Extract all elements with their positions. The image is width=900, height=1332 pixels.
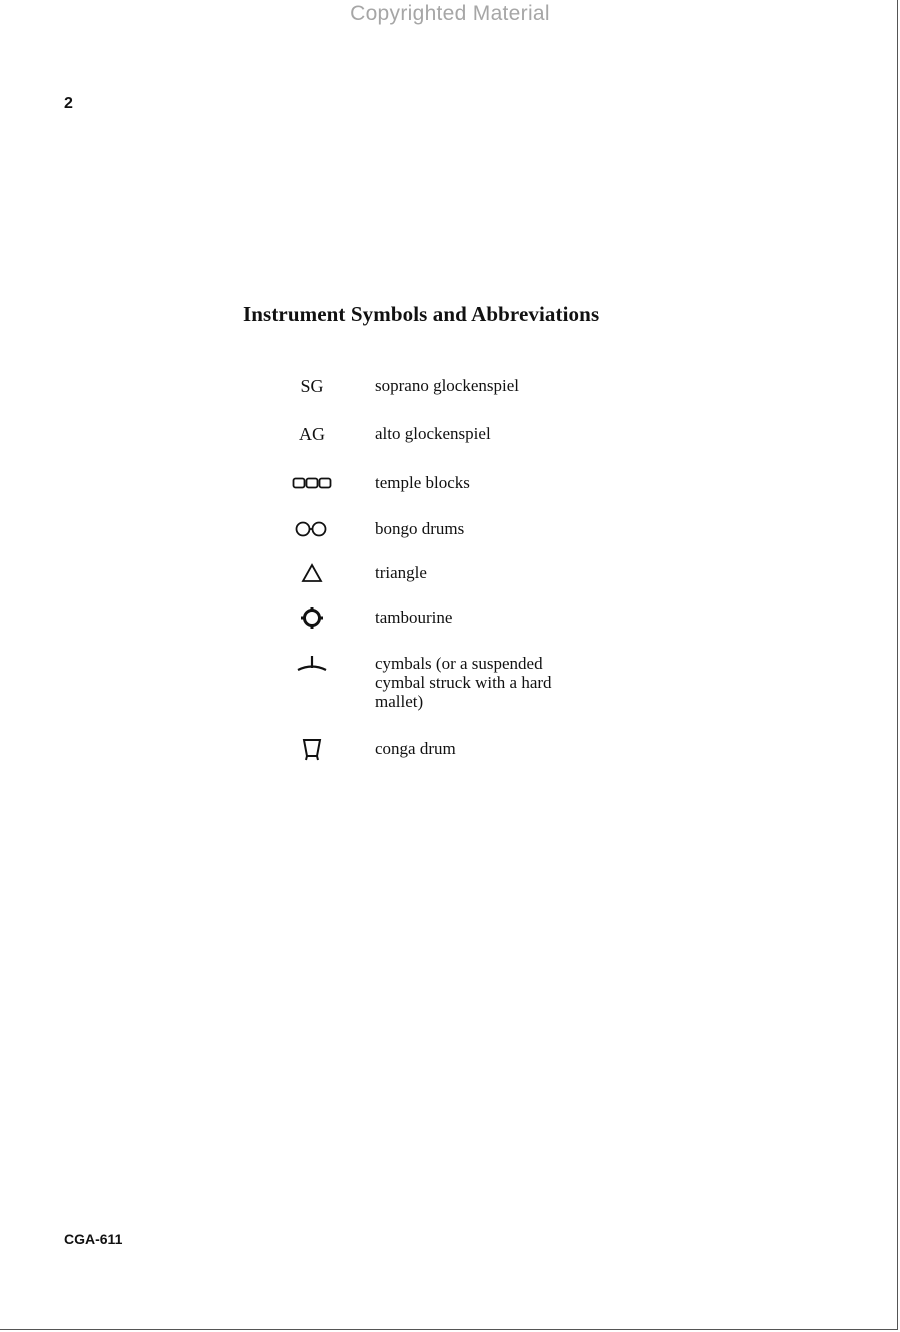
page-number: 2 [64,95,73,112]
symbol-row-cymbals [286,652,626,711]
symbol-row-alto-glockenspiel [286,422,626,446]
bongo-drums-icon [286,517,338,541]
cymbals-icon [286,652,338,676]
symbol-row-conga-drum [286,737,626,761]
page-title: Instrument Symbols and Abbreviations [243,302,600,326]
symbol-label: temple blocks [375,473,470,492]
watermark: Copyrighted Material [350,2,550,25]
symbol-row-bongo-drums [286,517,626,541]
symbol-label: conga drum [375,739,456,758]
symbol-abbreviation: SG [300,375,324,396]
catalog-code: CGA-611 [64,1231,123,1247]
symbol-label: cymbals (or a suspended cymbal struck with a hard mallet) [375,654,552,711]
symbol-row-triangle [286,561,626,585]
symbol-label: alto glockenspiel [375,424,491,443]
conga-drum-icon [286,737,338,761]
symbol-label: soprano glockenspiel [375,376,519,395]
symbol-row-tambourine [286,606,626,630]
tambourine-icon [286,606,338,630]
symbol-row-soprano-glockenspiel [286,374,626,398]
temple-blocks-icon [286,471,338,495]
symbol-label: tambourine [375,608,453,627]
symbol-label: bongo drums [375,519,465,538]
symbol-row-temple-blocks [286,471,626,495]
triangle-icon [286,561,338,585]
symbol-abbreviation: AG [299,423,325,444]
symbol-label: triangle [375,563,427,582]
